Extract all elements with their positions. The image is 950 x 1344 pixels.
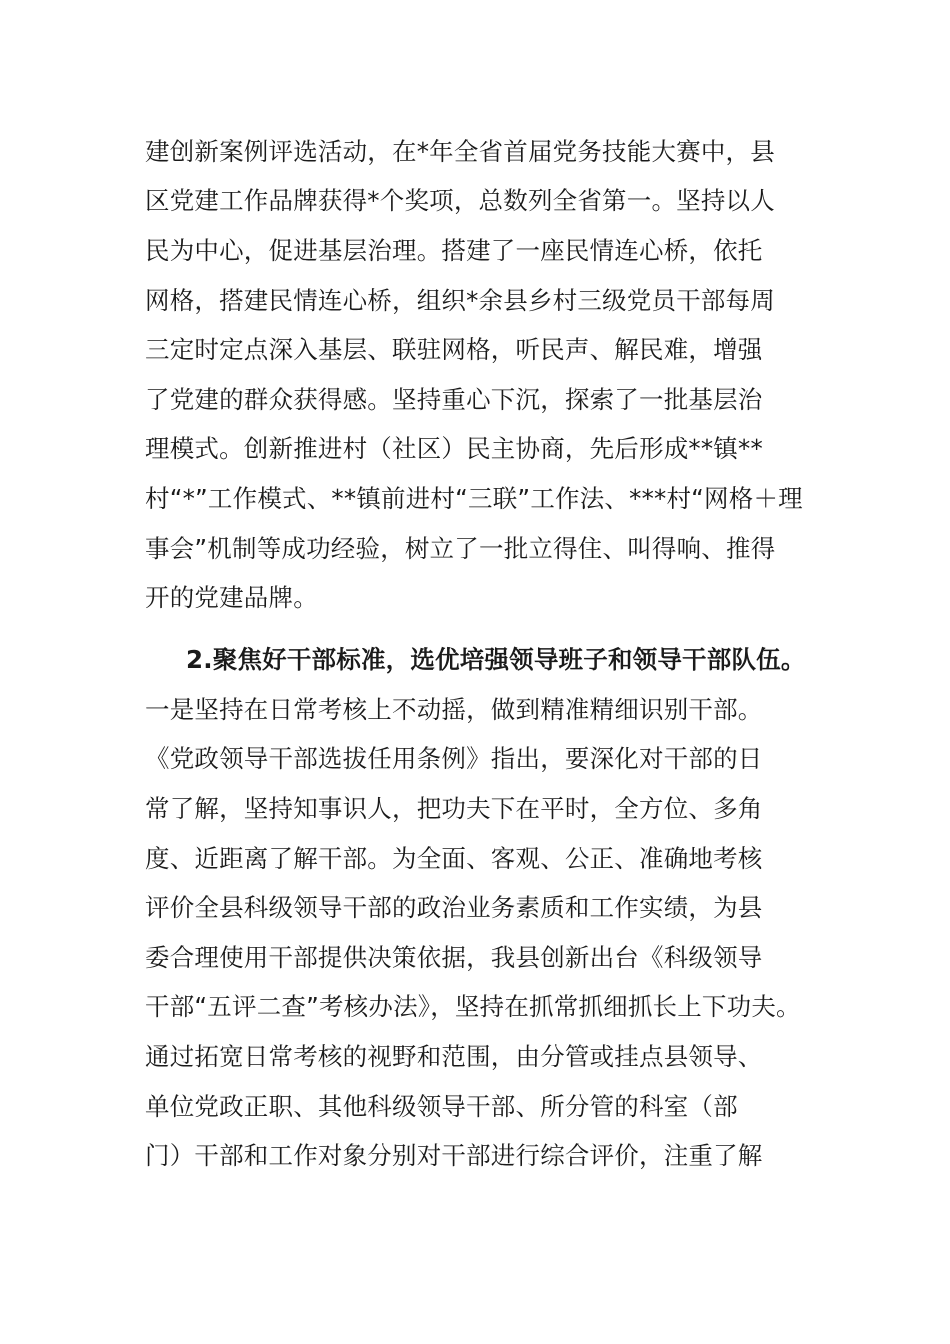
paragraph1-line-6: 了党建的群众获得感。坚持重心下沉，探索了一批基层治: [145, 385, 763, 414]
paragraph1-line-8: 村“*”工作模式、**镇前进村“三联”工作法、***村“网格＋理: [145, 484, 803, 513]
section2-line-10: 门）干部和工作对象分别对干部进行综合评价，注重了解: [145, 1141, 763, 1170]
paragraph1-line-9: 事会”机制等成功经验，树立了一批立得住、叫得响、推得: [145, 534, 776, 563]
paragraph1-line-1: 建创新案例评选活动，在*年全省首届党务技能大赛中，县: [145, 137, 775, 166]
section2-line-6: 委合理使用干部提供决策依据，我县创新出台《科级领导: [145, 943, 763, 972]
section2-line-1: 一是坚持在日常考核上不动摇，做到精准精细识别干部。: [145, 695, 763, 724]
paragraph1-line-4: 网格，搭建民情连心桥，组织*余县乡村三级党员干部每周: [145, 286, 775, 315]
section2-line-9: 单位党政正职、其他科级领导干部、所分管的科室（部: [145, 1092, 738, 1121]
paragraph1-line-5: 三定时定点深入基层、联驻网格，听民声、解民难，增强: [145, 335, 763, 364]
paragraph1-line-3: 民为中心，促进基层治理。搭建了一座民情连心桥，依托: [145, 236, 763, 265]
paragraph1-line-7: 理模式。创新推进村（社区）民主协商，先后形成**镇**: [145, 434, 763, 463]
section2-line-8: 通过拓宽日常考核的视野和范围，由分管或挂点县领导、: [145, 1042, 763, 1071]
paragraph1-line-2: 区党建工作品牌获得*个奖项，总数列全省第一。坚持以人: [145, 186, 775, 215]
section2-line-2: 《党政领导干部选拔任用条例》指出，要深化对干部的日: [145, 744, 763, 773]
section2-line-3: 常了解，坚持知事识人，把功夫下在平时，全方位、多角: [145, 794, 763, 823]
section2-heading: 2.聚焦好干部标准，选优培强领导班子和领导干部队伍。: [186, 645, 806, 674]
section2-line-4: 度、近距离了解干部。为全面、客观、公正、准确地考核: [145, 844, 763, 873]
section2-line-7: 干部“五评二查”考核办法》，坚持在抓常抓细抓长上下功夫。: [145, 992, 801, 1021]
section2-line-5: 评价全县科级领导干部的政治业务素质和工作实绩，为县: [145, 893, 763, 922]
paragraph1-line-10: 开的党建品牌。: [145, 583, 318, 612]
